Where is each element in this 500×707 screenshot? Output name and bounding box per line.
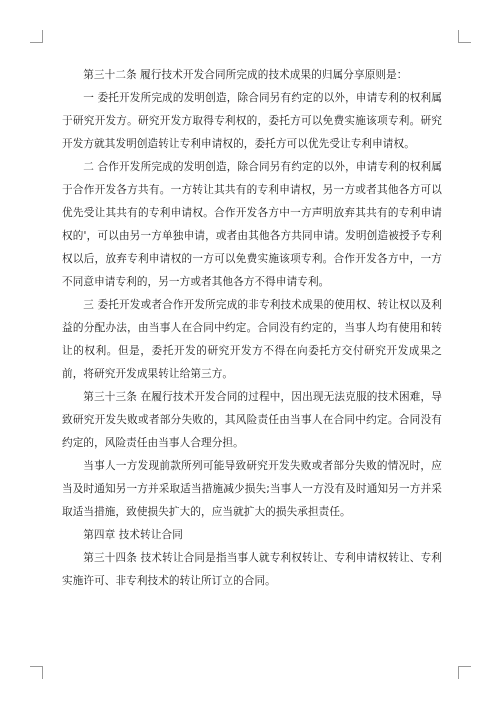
- crop-mark-top-right: [458, 30, 471, 43]
- crop-mark-top-left: [30, 30, 43, 43]
- document-body: [62, 64, 442, 593]
- clause-commissioned-development: 一 委托开发所完成的发明创造，除合同另有约定的以外，申请专利的权利属于研究开发方。研究开发方取得专利权的，委托方可以免费实施该项专利。研究开发方就其发明创造转让专利申请权的，委托方可以优先受让专利申请权。: [62, 92, 442, 150]
- article-33-notice-duty: 当事人一方发现前款所列可能导致研究开发失败或者部分失败的情况时，应当及时通知另一方并采取适当措施减少损失;当事人一方没有及时通知另一方并采取适当措施，致使损失扩大的，应当就扩大的损失承担责任。: [62, 460, 442, 518]
- crop-mark-bottom-left: [30, 666, 43, 679]
- crop-mark-bottom-right: [458, 666, 471, 679]
- clause-non-patent-results: 三 委托开发或者合作开发所完成的非专利技术成果的使用权、转让权以及利益的分配办法，由当事人在合同中约定。合同没有约定的，当事人均有使用和转让的权利。但是，委托开发的研究开发方不得在向委托方交付研究开发成果之前，将研究开发成果转让给第三方。: [62, 299, 442, 380]
- article-33: 第三十三条 在履行技术开发合同的过程中，因出现无法克服的技术困难，导致研究开发失败或者部分失败的，其风险责任由当事人在合同中约定。合同没有约定的，风险责任由当事人合理分担。: [62, 391, 442, 449]
- article-32-heading: 第三十二条 履行技术开发合同所完成的技术成果的归属分享原则是：: [83, 69, 408, 81]
- clause-cooperative-development: 二 合作开发所完成的发明创造，除合同另有约定的以外，申请专利的权利属于合作开发各方共有。一方转让其共有的专利申请权，另一方或者其他各方可以优先受让其共有的专利申请权。合作开发各方中一方声明放弃其共有的专利申请权的'，可以由另一方单独申请，或者由其他各方共同申请。发明创造被授予专利权以后，放弃专利申请权的一方可以免费实施该项专利。合作开发各方中，一方不同意申请专利的，另一方或者其他各方不得申请专利。: [62, 161, 442, 288]
- chapter-4-title: 第四章 技术转让合同: [83, 529, 183, 541]
- article-34: 第三十四条 技术转让合同是指当事人就专利权转让、专利申请权转让、专利实施许可、非专利技术的转让所订立的合同。: [62, 552, 442, 587]
